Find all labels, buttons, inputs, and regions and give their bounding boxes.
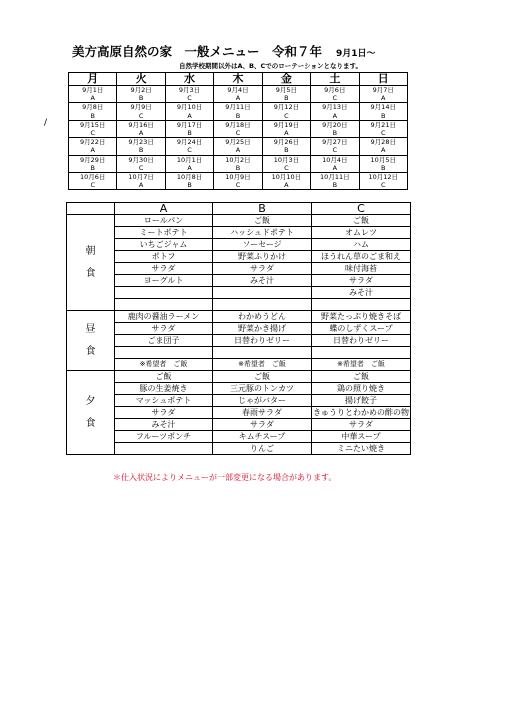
menu-item: [115, 287, 213, 299]
menu-note: ※希望者 ご飯: [213, 359, 312, 371]
calendar-date-row: [69, 155, 408, 164]
menu-item: 味付海苔: [312, 263, 411, 275]
calendar-date: 9月30日: [117, 155, 165, 164]
menu-item: りんご: [213, 443, 312, 455]
menu-item: ソーセージ: [213, 239, 312, 251]
calendar-date: 9月19日: [262, 120, 310, 129]
calendar-rotation: A: [214, 146, 262, 155]
calendar-date: 9月25日: [214, 138, 262, 147]
calendar-rotation: A: [262, 181, 310, 190]
calendar-rotation: C: [214, 181, 262, 190]
page-title: [72, 42, 376, 60]
menu-row: [67, 335, 411, 347]
menu-note-row: [67, 359, 411, 371]
menu-row: [67, 275, 411, 287]
calendar-rotation: C: [69, 181, 117, 190]
menu-row: [67, 419, 411, 431]
calendar-rotation: B: [262, 146, 310, 155]
menu-item: サラダ: [213, 263, 312, 275]
menu-item: ごま団子: [115, 335, 213, 347]
menu-item: 蝶のしずくスープ: [312, 323, 411, 335]
calendar-rotation: A: [262, 129, 310, 138]
menu-item: ミニたい焼き: [312, 443, 411, 455]
day-wed: 水: [165, 73, 213, 86]
calendar-date: 9月18日: [214, 120, 262, 129]
menu-corner: [67, 203, 115, 215]
calendar-date: 9月4日: [214, 86, 262, 95]
calendar-date: 10月6日: [69, 172, 117, 181]
menu-item: みそ汁: [115, 419, 213, 431]
menu-item: じゃがバター: [213, 395, 312, 407]
menu-row: [67, 407, 411, 419]
menu-item: サラダ: [213, 419, 312, 431]
calendar-date: 9月22日: [69, 138, 117, 147]
menu-item: ご飯: [312, 215, 411, 227]
menu-table: [66, 202, 411, 455]
menu-row: [67, 263, 411, 275]
menu-row: [67, 431, 411, 443]
calendar-rotation-row: [69, 112, 408, 121]
calendar-date: 9月27日: [311, 138, 359, 147]
calendar-date: 9月26日: [262, 138, 310, 147]
calendar-rotation: C: [311, 146, 359, 155]
menu-item: 春雨サラダ: [213, 407, 312, 419]
menu-item: ご飯: [115, 371, 213, 383]
calendar-date: 10月8日: [165, 172, 213, 181]
calendar-date: 9月24日: [165, 138, 213, 147]
calendar-rotation: B: [214, 164, 262, 173]
menu-item: サラダ: [115, 323, 213, 335]
calendar-rotation: C: [359, 129, 407, 138]
calendar-date: 9月13日: [311, 103, 359, 112]
calendar-rotation: C: [165, 146, 213, 155]
menu-item: キムチスープ: [213, 431, 312, 443]
day-sat: 土: [311, 73, 359, 86]
menu-item: 三元豚のトンカツ: [213, 383, 312, 395]
menu-item: 揚げ餃子: [312, 395, 411, 407]
calendar-rotation: B: [69, 112, 117, 121]
calendar-rotation: A: [117, 181, 165, 190]
menu-row: [67, 251, 411, 263]
calendar-date: 9月12日: [262, 103, 310, 112]
calendar-rotation-row: [69, 164, 408, 173]
menu-item: サラダ: [312, 419, 411, 431]
breakfast-label: [67, 215, 115, 311]
menu-item: ご飯: [213, 215, 312, 227]
calendar-rotation: A: [214, 94, 262, 103]
menu-item: ご飯: [312, 371, 411, 383]
calendar-date: 10月7日: [117, 172, 165, 181]
menu-item: サラダ: [312, 275, 411, 287]
calendar-rotation: B: [311, 181, 359, 190]
menu-note: ※希望者 ご飯: [312, 359, 411, 371]
menu-item: [115, 299, 213, 311]
breakfast-label-char: 食: [85, 267, 96, 279]
calendar-rotation: B: [359, 164, 407, 173]
calendar-rotation: C: [117, 112, 165, 121]
breakfast-label-char: 朝: [85, 245, 96, 257]
calendar-date: 10月5日: [359, 155, 407, 164]
calendar-rotation: B: [165, 181, 213, 190]
calendar-date-row: [69, 86, 408, 95]
calendar-rotation: C: [262, 112, 310, 121]
column-c: C: [312, 203, 411, 215]
menu-item: ハム: [312, 239, 411, 251]
calendar-date: 9月16日: [117, 120, 165, 129]
calendar-date: 9月28日: [359, 138, 407, 147]
menu-item: きゅうりとわかめの酢の物: [313, 408, 409, 417]
calendar-rotation: A: [359, 94, 407, 103]
lunch-label-char: 昼: [85, 323, 96, 335]
menu-item: 豚の生姜焼き: [115, 383, 213, 395]
menu-item: [213, 299, 312, 311]
menu-item: サラダ: [115, 263, 213, 275]
calendar-date: 9月17日: [165, 120, 213, 129]
day-tue: 火: [117, 73, 165, 86]
calendar-rotation: B: [311, 129, 359, 138]
menu-item: フルーツポンチ: [115, 431, 213, 443]
calendar-date: 9月3日: [165, 86, 213, 95]
menu-item: オムレツ: [312, 227, 411, 239]
lunch-label: [67, 311, 115, 371]
calendar-rotation: C: [262, 164, 310, 173]
calendar-date: 9月6日: [311, 86, 359, 95]
menu-item: [213, 287, 312, 299]
calendar-date: 9月29日: [69, 155, 117, 164]
calendar-date: 10月12日: [359, 172, 407, 181]
menu-item: わかめうどん: [213, 311, 312, 323]
dinner-label-char: 夕: [85, 395, 96, 407]
calendar-rotation: B: [117, 146, 165, 155]
menu-item: 日替わりゼリー: [213, 335, 312, 347]
calendar-date: 10月9日: [214, 172, 262, 181]
menu-item: 野菜たっぷり焼きそば: [312, 311, 411, 323]
day-mon: 月: [69, 73, 117, 86]
calendar-rotation: A: [69, 94, 117, 103]
calendar-date: 9月8日: [69, 103, 117, 112]
calendar-rotation-row: [69, 146, 408, 155]
menu-item: [115, 347, 213, 359]
calendar-date: 9月21日: [359, 120, 407, 129]
rotation-calendar: [68, 72, 408, 190]
title-text: 美方高原自然の家 一般メニュー 令和７年: [72, 44, 323, 59]
calendar-date: 10月2日: [214, 155, 262, 164]
calendar-rotation: C: [165, 94, 213, 103]
menu-item: マッシュポテト: [115, 395, 213, 407]
menu-row: [67, 323, 411, 335]
day-sun: 日: [359, 73, 407, 86]
calendar-date: 10月10日: [262, 172, 310, 181]
footnote: ＊仕入状況によりメニューが一部変更になる場合があります。: [113, 473, 337, 482]
menu-item: 野菜かき揚げ: [213, 323, 312, 335]
menu-item: [312, 299, 411, 311]
lunch-label-char: 食: [85, 345, 96, 357]
menu-item: ご飯: [213, 371, 312, 383]
calendar-rotation: A: [359, 146, 407, 155]
dinner-label: [67, 371, 115, 455]
menu-row: [67, 311, 411, 323]
calendar-date-row: [69, 172, 408, 181]
calendar-rotation: B: [69, 164, 117, 173]
menu-item: [312, 347, 411, 359]
menu-row: [67, 383, 411, 395]
menu-row: [67, 299, 411, 311]
menu-item: ロールパン: [115, 215, 213, 227]
calendar-rotation: B: [117, 94, 165, 103]
menu-item: ミートポテト: [115, 227, 213, 239]
menu-row: [67, 443, 411, 455]
calendar-rotation: B: [165, 129, 213, 138]
menu-row: [67, 347, 411, 359]
column-a: A: [115, 203, 213, 215]
menu-item: ほうれん草のごま和え: [312, 251, 411, 263]
menu-item: みそ汁: [213, 275, 312, 287]
menu-row: [67, 215, 411, 227]
menu-item: 鶏の照り焼き: [312, 383, 411, 395]
menu-item: [213, 347, 312, 359]
calendar-rotation: C: [69, 129, 117, 138]
calendar-rotation-row: [69, 129, 408, 138]
rotation-note: 自然学校期間以外はA、B、Cでのローテーションとなります。: [179, 62, 362, 70]
menu-item: 野菜ふりかけ: [213, 251, 312, 263]
calendar-date: 9月1日: [69, 86, 117, 95]
calendar-rotation: B: [214, 112, 262, 121]
calendar-rotation: C: [311, 94, 359, 103]
column-b: B: [213, 203, 312, 215]
calendar-date-row: [69, 103, 408, 112]
menu-note: ※希望者 ご飯: [115, 359, 213, 371]
calendar-date: 9月11日: [214, 103, 262, 112]
calendar-rotation: B: [359, 112, 407, 121]
calendar-date: 9月15日: [69, 120, 117, 129]
calendar-rotation: A: [69, 146, 117, 155]
menu-item: ポトフ: [115, 251, 213, 263]
menu-header-row: [67, 203, 411, 215]
calendar-rotation: C: [117, 164, 165, 173]
menu-row: [67, 371, 411, 383]
calendar-date: 9月2日: [117, 86, 165, 95]
calendar-rotation: A: [165, 164, 213, 173]
menu-item: いちごジャム: [115, 239, 213, 251]
menu-item: ハッシュドポテト: [213, 227, 312, 239]
menu-item: 日替わりゼリー: [312, 335, 411, 347]
calendar-date: 9月7日: [359, 86, 407, 95]
calendar-date: 9月14日: [359, 103, 407, 112]
calendar-rotation: A: [311, 112, 359, 121]
calendar-date: 9月10日: [165, 103, 213, 112]
calendar-date: 10月11日: [311, 172, 359, 181]
menu-item: 中華スープ: [312, 431, 411, 443]
calendar-date: 9月5日: [262, 86, 310, 95]
menu-item: みそ汁: [312, 287, 411, 299]
stray-mark: /: [44, 118, 48, 128]
calendar-rotation: C: [359, 181, 407, 190]
day-fri: 金: [262, 73, 310, 86]
calendar-rotation: B: [262, 94, 310, 103]
calendar-header-row: [69, 73, 408, 86]
calendar-date-row: [69, 120, 408, 129]
menu-row: [67, 227, 411, 239]
calendar-date: 10月1日: [165, 155, 213, 164]
calendar-rotation: C: [214, 129, 262, 138]
calendar-date: 10月3日: [262, 155, 310, 164]
menu-item: ヨーグルト: [115, 275, 213, 287]
menu-row: [67, 287, 411, 299]
menu-item: [115, 443, 213, 455]
calendar-rotation: A: [117, 129, 165, 138]
menu-row: [67, 395, 411, 407]
calendar-date: 9月20日: [311, 120, 359, 129]
calendar-date: 9月9日: [117, 103, 165, 112]
calendar-date: 9月23日: [117, 138, 165, 147]
dinner-label-char: 食: [85, 417, 96, 429]
menu-item: サラダ: [115, 407, 213, 419]
title-date: 9月1日～: [336, 49, 376, 59]
calendar-rotation-row: [69, 94, 408, 103]
menu-item: 鹿肉の醤油ラーメン: [115, 311, 213, 323]
calendar-rotation: A: [311, 164, 359, 173]
calendar-date: 10月4日: [311, 155, 359, 164]
day-thu: 木: [214, 73, 262, 86]
menu-row: [67, 239, 411, 251]
calendar-rotation-row: [69, 181, 408, 190]
calendar-date-row: [69, 138, 408, 147]
calendar-rotation: A: [165, 112, 213, 121]
